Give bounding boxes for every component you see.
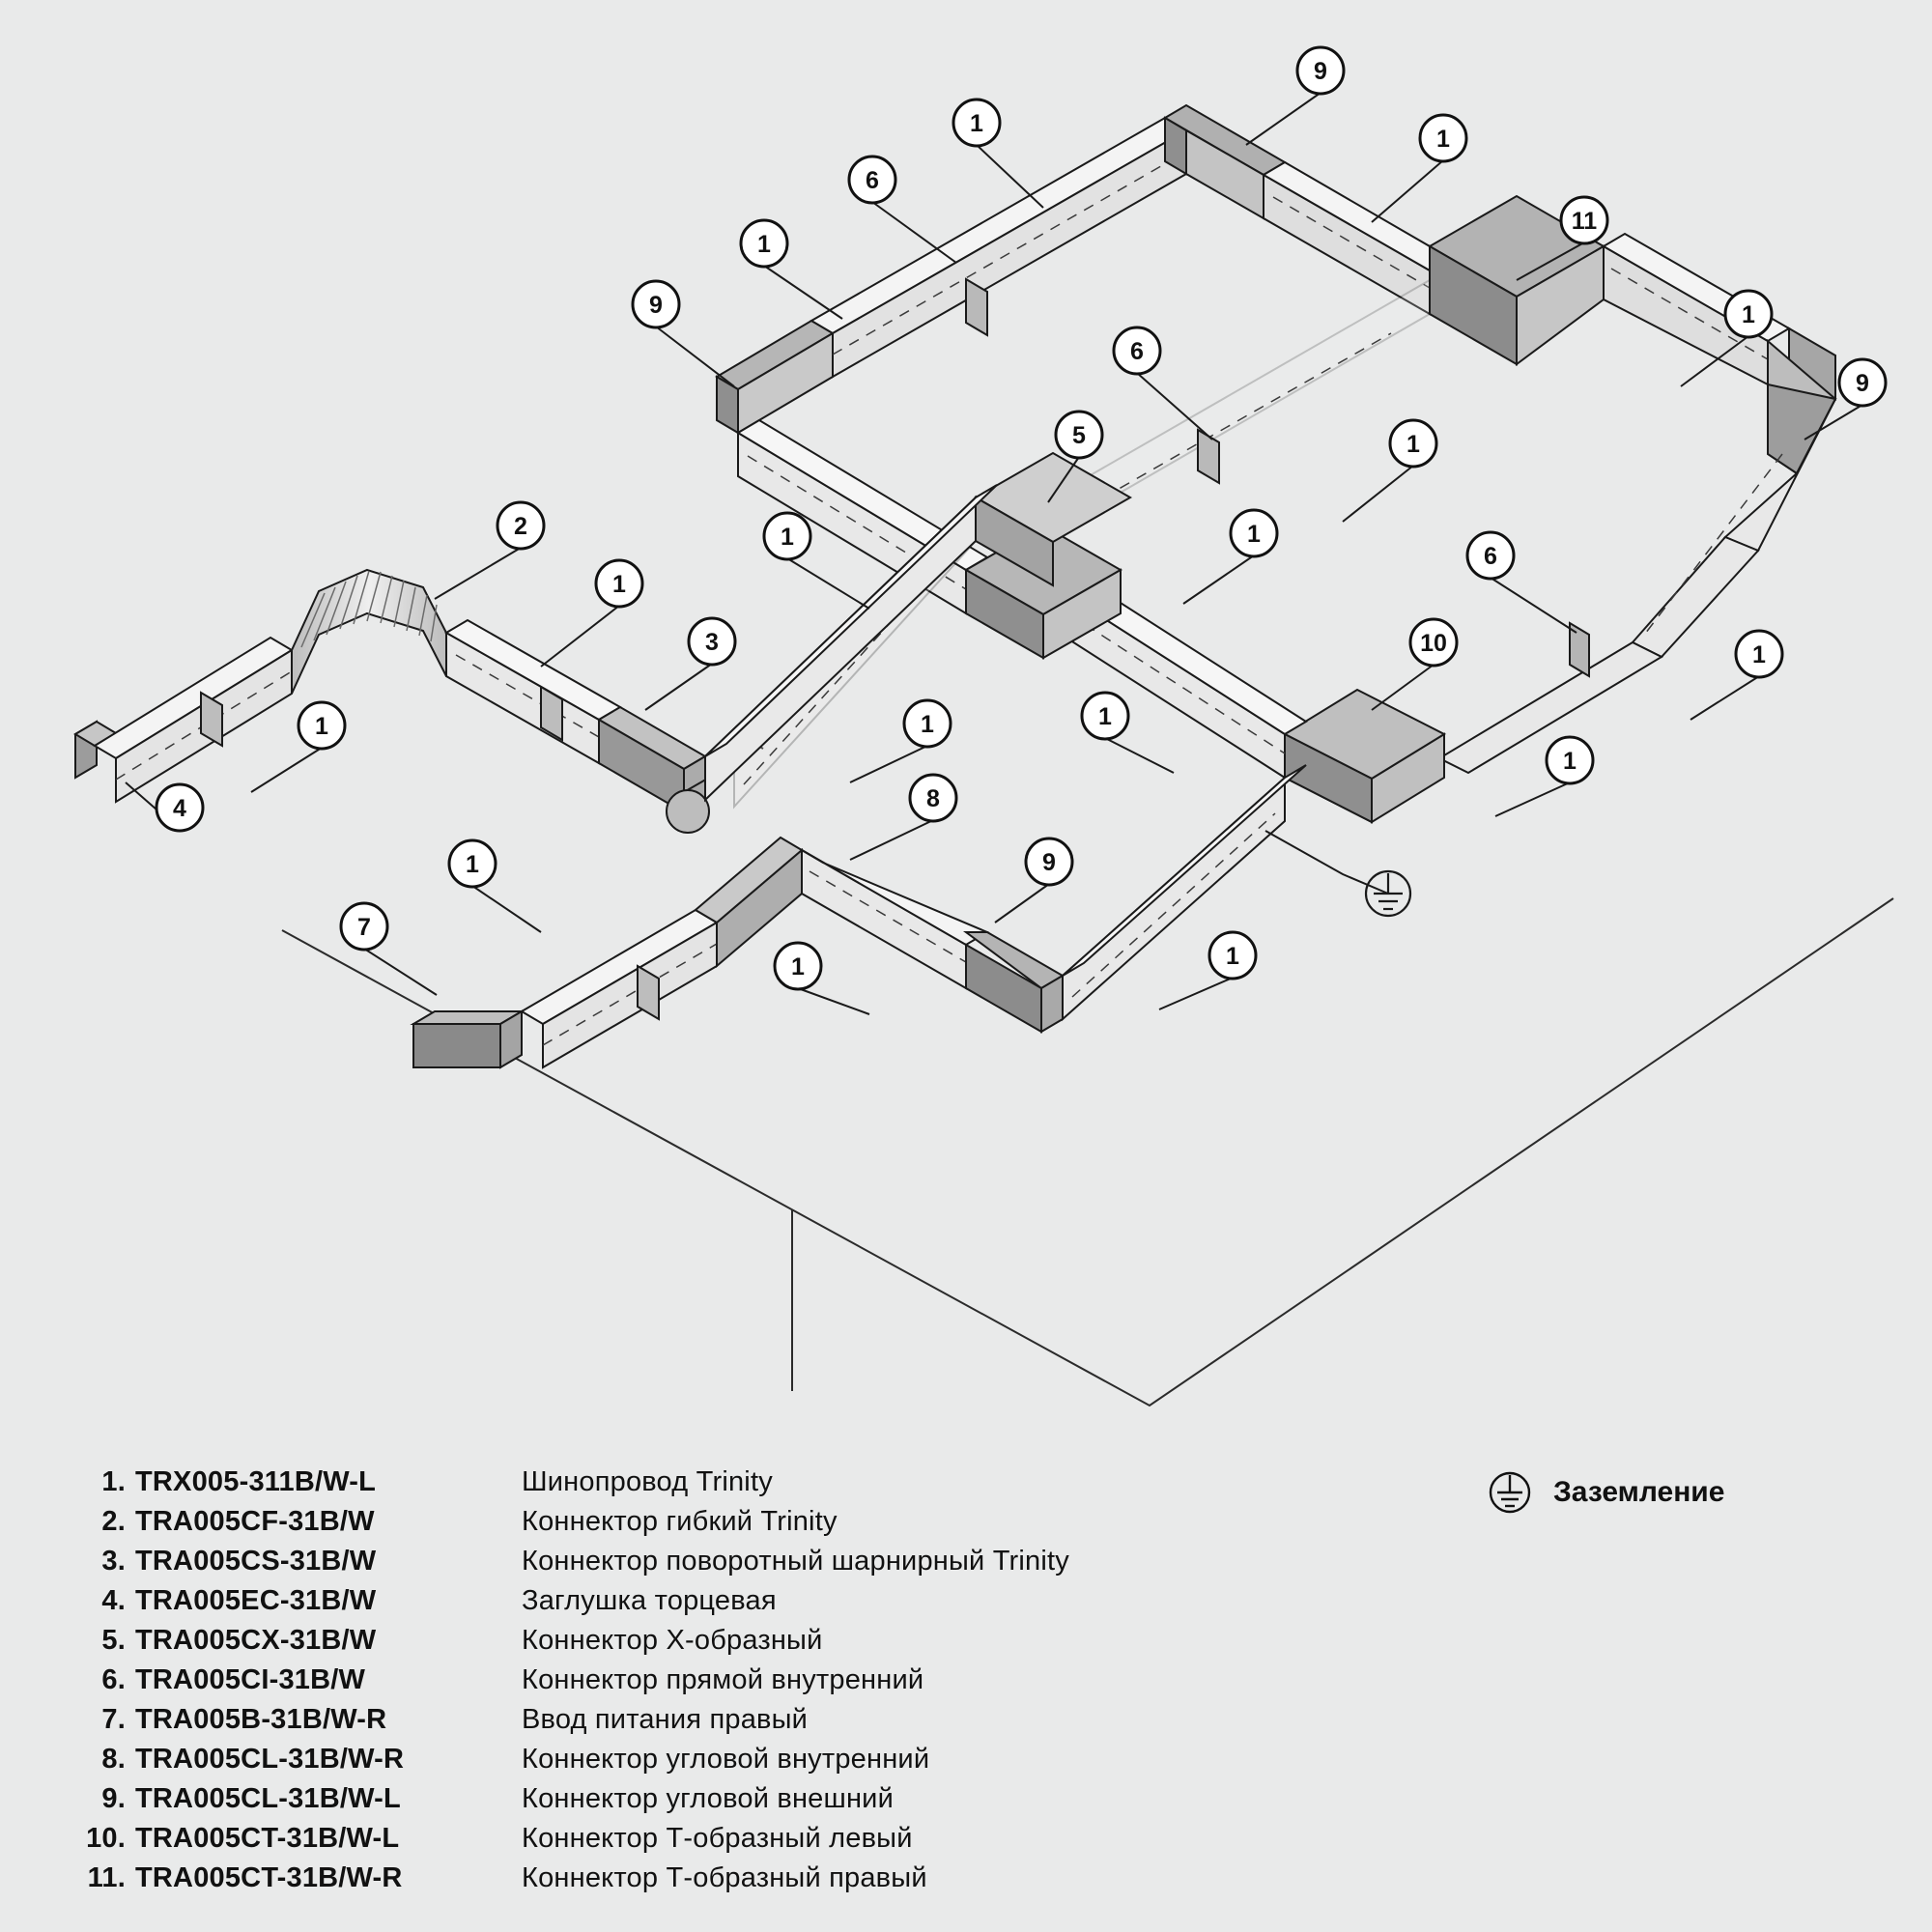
legend-code: TRA005CT-31B/W-R xyxy=(135,1862,403,1893)
callout-bubble xyxy=(1561,197,1607,243)
legend-description: Коннектор угловой внутренний xyxy=(522,1744,930,1775)
callout-bubble xyxy=(689,618,735,665)
legend-item xyxy=(75,1783,1331,1823)
callout-bubble xyxy=(1082,693,1128,739)
callout-bubble xyxy=(596,560,642,607)
legend-description: Коннектор прямой внутренний xyxy=(522,1664,924,1695)
svg-text:7: 7 xyxy=(357,914,371,941)
callout-bubble xyxy=(1209,932,1256,979)
legend-item xyxy=(75,1625,1331,1664)
callout-bubble xyxy=(449,840,496,887)
svg-text:1: 1 xyxy=(612,571,626,598)
svg-text:1: 1 xyxy=(1247,521,1261,548)
callout-bubble xyxy=(1231,510,1277,556)
legend-item xyxy=(75,1664,1331,1704)
legend-list xyxy=(75,1466,1331,1902)
callout-bubble xyxy=(1410,619,1457,666)
callout-bubble xyxy=(1297,47,1344,94)
callout-bubble xyxy=(1056,412,1102,458)
legend-description: Коннектор поворотный шарнирный Trinity xyxy=(522,1546,1069,1577)
svg-text:1: 1 xyxy=(757,231,771,258)
svg-text:9: 9 xyxy=(1856,370,1869,397)
svg-text:1: 1 xyxy=(781,524,794,551)
callout-bubble xyxy=(1114,327,1160,374)
svg-text:10: 10 xyxy=(1420,630,1447,657)
power-feed xyxy=(413,1011,522,1067)
legend-code: TRA005CL-31B/W-L xyxy=(135,1783,401,1814)
legend-ground xyxy=(1488,1470,1724,1515)
callout-bubble xyxy=(904,700,951,747)
svg-text:1: 1 xyxy=(315,713,328,740)
callout-bubble xyxy=(497,502,544,549)
svg-text:1: 1 xyxy=(1742,301,1755,328)
callout-bubble xyxy=(298,702,345,749)
legend-number: 8. xyxy=(101,1744,126,1775)
svg-text:9: 9 xyxy=(1314,58,1327,85)
svg-text:6: 6 xyxy=(1130,338,1144,365)
callout-bubble xyxy=(849,156,895,203)
track-branch-lower xyxy=(413,765,1306,1067)
legend-number: 3. xyxy=(101,1546,126,1577)
legend-code: TRA005CI-31B/W xyxy=(135,1664,366,1695)
rail-lower-left xyxy=(522,910,717,1067)
callout-bubble xyxy=(910,775,956,821)
rail-lower-mid xyxy=(802,850,987,988)
svg-text:9: 9 xyxy=(649,292,663,319)
callout-bubble xyxy=(741,220,787,267)
svg-text:1: 1 xyxy=(970,110,983,137)
callout-bubble xyxy=(1467,532,1514,579)
legend-number: 11. xyxy=(87,1862,126,1893)
rail-top-right xyxy=(1264,162,1430,314)
rail-left-end xyxy=(95,638,292,802)
legend-number: 4. xyxy=(101,1585,126,1616)
legend-number: 6. xyxy=(101,1664,126,1695)
callout-bubble xyxy=(1725,291,1772,337)
callout-bubble xyxy=(1839,359,1886,406)
legend-code: TRA005CS-31B/W xyxy=(135,1546,377,1577)
legend-number: 10. xyxy=(86,1823,126,1854)
svg-text:1: 1 xyxy=(791,953,805,980)
callout-bubble xyxy=(1390,420,1436,467)
legend-description: Коннектор X-образный xyxy=(522,1625,823,1656)
legend-item xyxy=(75,1823,1331,1862)
corner-connector-far-right xyxy=(1768,328,1835,473)
callout-bubble xyxy=(953,99,1000,146)
legend-description: Коннектор Т-образный правый xyxy=(522,1862,927,1893)
svg-text:1: 1 xyxy=(1226,943,1239,970)
legend-number: 1. xyxy=(101,1466,126,1497)
track-loop-upper xyxy=(717,105,1835,822)
callout-bubble xyxy=(1736,631,1782,677)
svg-text:1: 1 xyxy=(1752,641,1766,668)
legend-item xyxy=(75,1704,1331,1744)
svg-text:1: 1 xyxy=(1098,703,1112,730)
legend-description: Заглушка торцевая xyxy=(522,1585,777,1616)
outer-corner-bottom xyxy=(966,932,1063,1032)
svg-text:11: 11 xyxy=(1571,208,1598,235)
svg-text:9: 9 xyxy=(1042,849,1056,876)
svg-text:6: 6 xyxy=(1484,543,1497,570)
svg-text:4: 4 xyxy=(173,795,186,822)
callout-bubble xyxy=(633,281,679,327)
legend-item xyxy=(75,1744,1331,1783)
svg-text:1: 1 xyxy=(1563,748,1577,775)
legend-code: TRA005EC-31B/W xyxy=(135,1585,377,1616)
legend-item xyxy=(75,1506,1331,1546)
svg-text:5: 5 xyxy=(1072,422,1086,449)
corner-connector-upper-left xyxy=(717,321,833,433)
legend-code: TRA005CX-31B/W xyxy=(135,1625,377,1656)
legend-description: Коннектор угловой внешний xyxy=(522,1783,894,1814)
svg-text:1: 1 xyxy=(1406,431,1420,458)
legend-number: 2. xyxy=(101,1506,126,1537)
ground-icon xyxy=(1488,1470,1532,1515)
legend-number: 5. xyxy=(101,1625,126,1656)
legend-code: TRA005CT-31B/W-L xyxy=(135,1823,400,1854)
svg-text:6: 6 xyxy=(866,167,879,194)
legend-item xyxy=(75,1466,1331,1506)
legend-item xyxy=(75,1585,1331,1625)
svg-text:1: 1 xyxy=(1436,126,1450,153)
svg-text:1: 1 xyxy=(921,711,934,738)
legend-code: TRX005-311B/W-L xyxy=(135,1466,376,1497)
legend-description: Коннектор Т-образный левый xyxy=(522,1823,913,1854)
legend-code: TRA005CL-31B/W-R xyxy=(135,1744,405,1775)
legend-item xyxy=(75,1546,1331,1585)
svg-text:2: 2 xyxy=(514,513,527,540)
callout-bubble xyxy=(1026,838,1072,885)
rail-left-mid xyxy=(446,620,620,763)
svg-text:1: 1 xyxy=(466,851,479,878)
callout-bubble xyxy=(156,784,203,831)
callout-bubble xyxy=(764,513,810,559)
svg-text:8: 8 xyxy=(926,785,940,812)
legend-item xyxy=(75,1862,1331,1902)
legend-code: TRA005B-31B/W-R xyxy=(135,1704,387,1735)
legend-description: Шинопровод Trinity xyxy=(522,1466,773,1497)
legend-description: Ввод питания правый xyxy=(522,1704,809,1735)
svg-text:3: 3 xyxy=(705,629,719,656)
callout-bubble xyxy=(341,903,387,950)
ground-label: Заземление xyxy=(1553,1476,1725,1508)
legend-code: TRA005CF-31B/W xyxy=(135,1506,375,1537)
flexible-connector xyxy=(292,570,446,694)
legend-number: 9. xyxy=(101,1783,126,1814)
legend-description: Коннектор гибкий Trinity xyxy=(522,1506,838,1537)
callout-bubble xyxy=(1420,115,1466,161)
callout-bubble xyxy=(1547,737,1593,783)
callout-bubble xyxy=(775,943,821,989)
legend-number: 7. xyxy=(101,1704,126,1735)
rail-lower-right-up xyxy=(1063,765,1306,1019)
